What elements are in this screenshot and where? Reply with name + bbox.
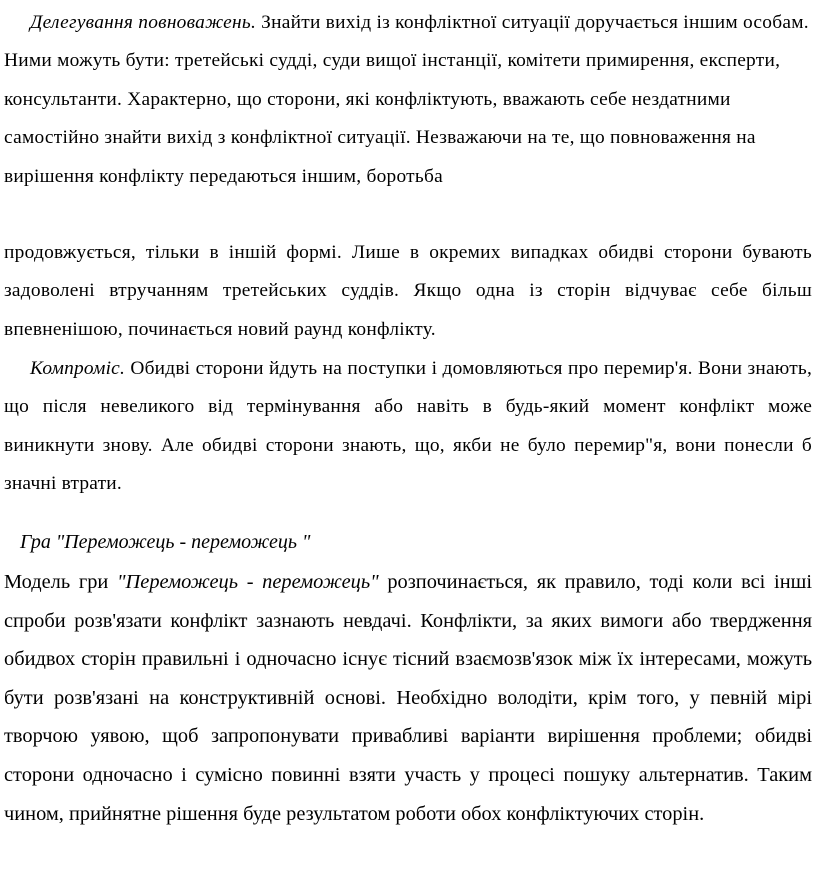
paragraph-game-text: розпочинається, як правило, тоді коли всі інші спроби розв'язати конфлікт зазнають невдачі. Конфлікти, за яких вимоги або твердження обидвох сторін правильні і одночасно існує тісний взаємозв'язок між їх інтересами, можуть бути розв'язані на конструктивній основі. Необхідно володіти, крім того, у певній мірі творчою уявою, щоб запропонувати привабливі варіанти вирішення проблеми; обидві сторони одночасно і сумісно повинні взяти участь у процесі пошуку альтернатив. Таким чином, прийнятне рішення буде результатом роботи обох конфліктуючих сторін. [4,571,812,825]
term-delegation: Делегування повноважень. [30,12,257,33]
paragraph-delegation-continued-text: продовжується, тільки в іншій формі. Лише в окремих випадках обидві сторони бувають задоволені втручанням третейських суддів. Якщо одна із сторін відчуває себе більш впевненішою, починається новий раунд конфлікту. [4,242,812,340]
paragraph-delegation-text: Знайти вихід із конфліктної ситуації доручається іншим особам. Ними можуть бути: третейські судді, суди вищої інстанції, комітети примирення, експерти, консультанти. Характерно, що сторони, які конфліктують, вважають себе нездатними самостійно знайти вихід з конфліктної ситуації. Незважаючи на те, що повноваження на вирішення конфлікту передаються іншим, боротьба [4,12,809,187]
paragraph-game-intro: Модель гри [4,571,117,593]
term-game: "Переможець - переможець" [117,571,379,593]
term-compromise: Компроміс. [30,358,126,379]
paragraph-compromise-text: Обидві сторони йдуть на поступки і домовляються про перемир'я. Вони знають, що після невеликого від термінування або навіть в будь-який момент конфлікт може виникнути знову. Але обидві сторони знають, що, якби не було перемир"я, вони понесли б значні втрати. [4,358,812,495]
paragraph-game [4,563,812,833]
paragraph-delegation-continued [4,234,812,349]
section-heading-game: Гра "Переможець - переможець " [20,531,311,553]
paragraph-compromise [4,350,812,504]
paragraph-delegation [4,4,812,196]
